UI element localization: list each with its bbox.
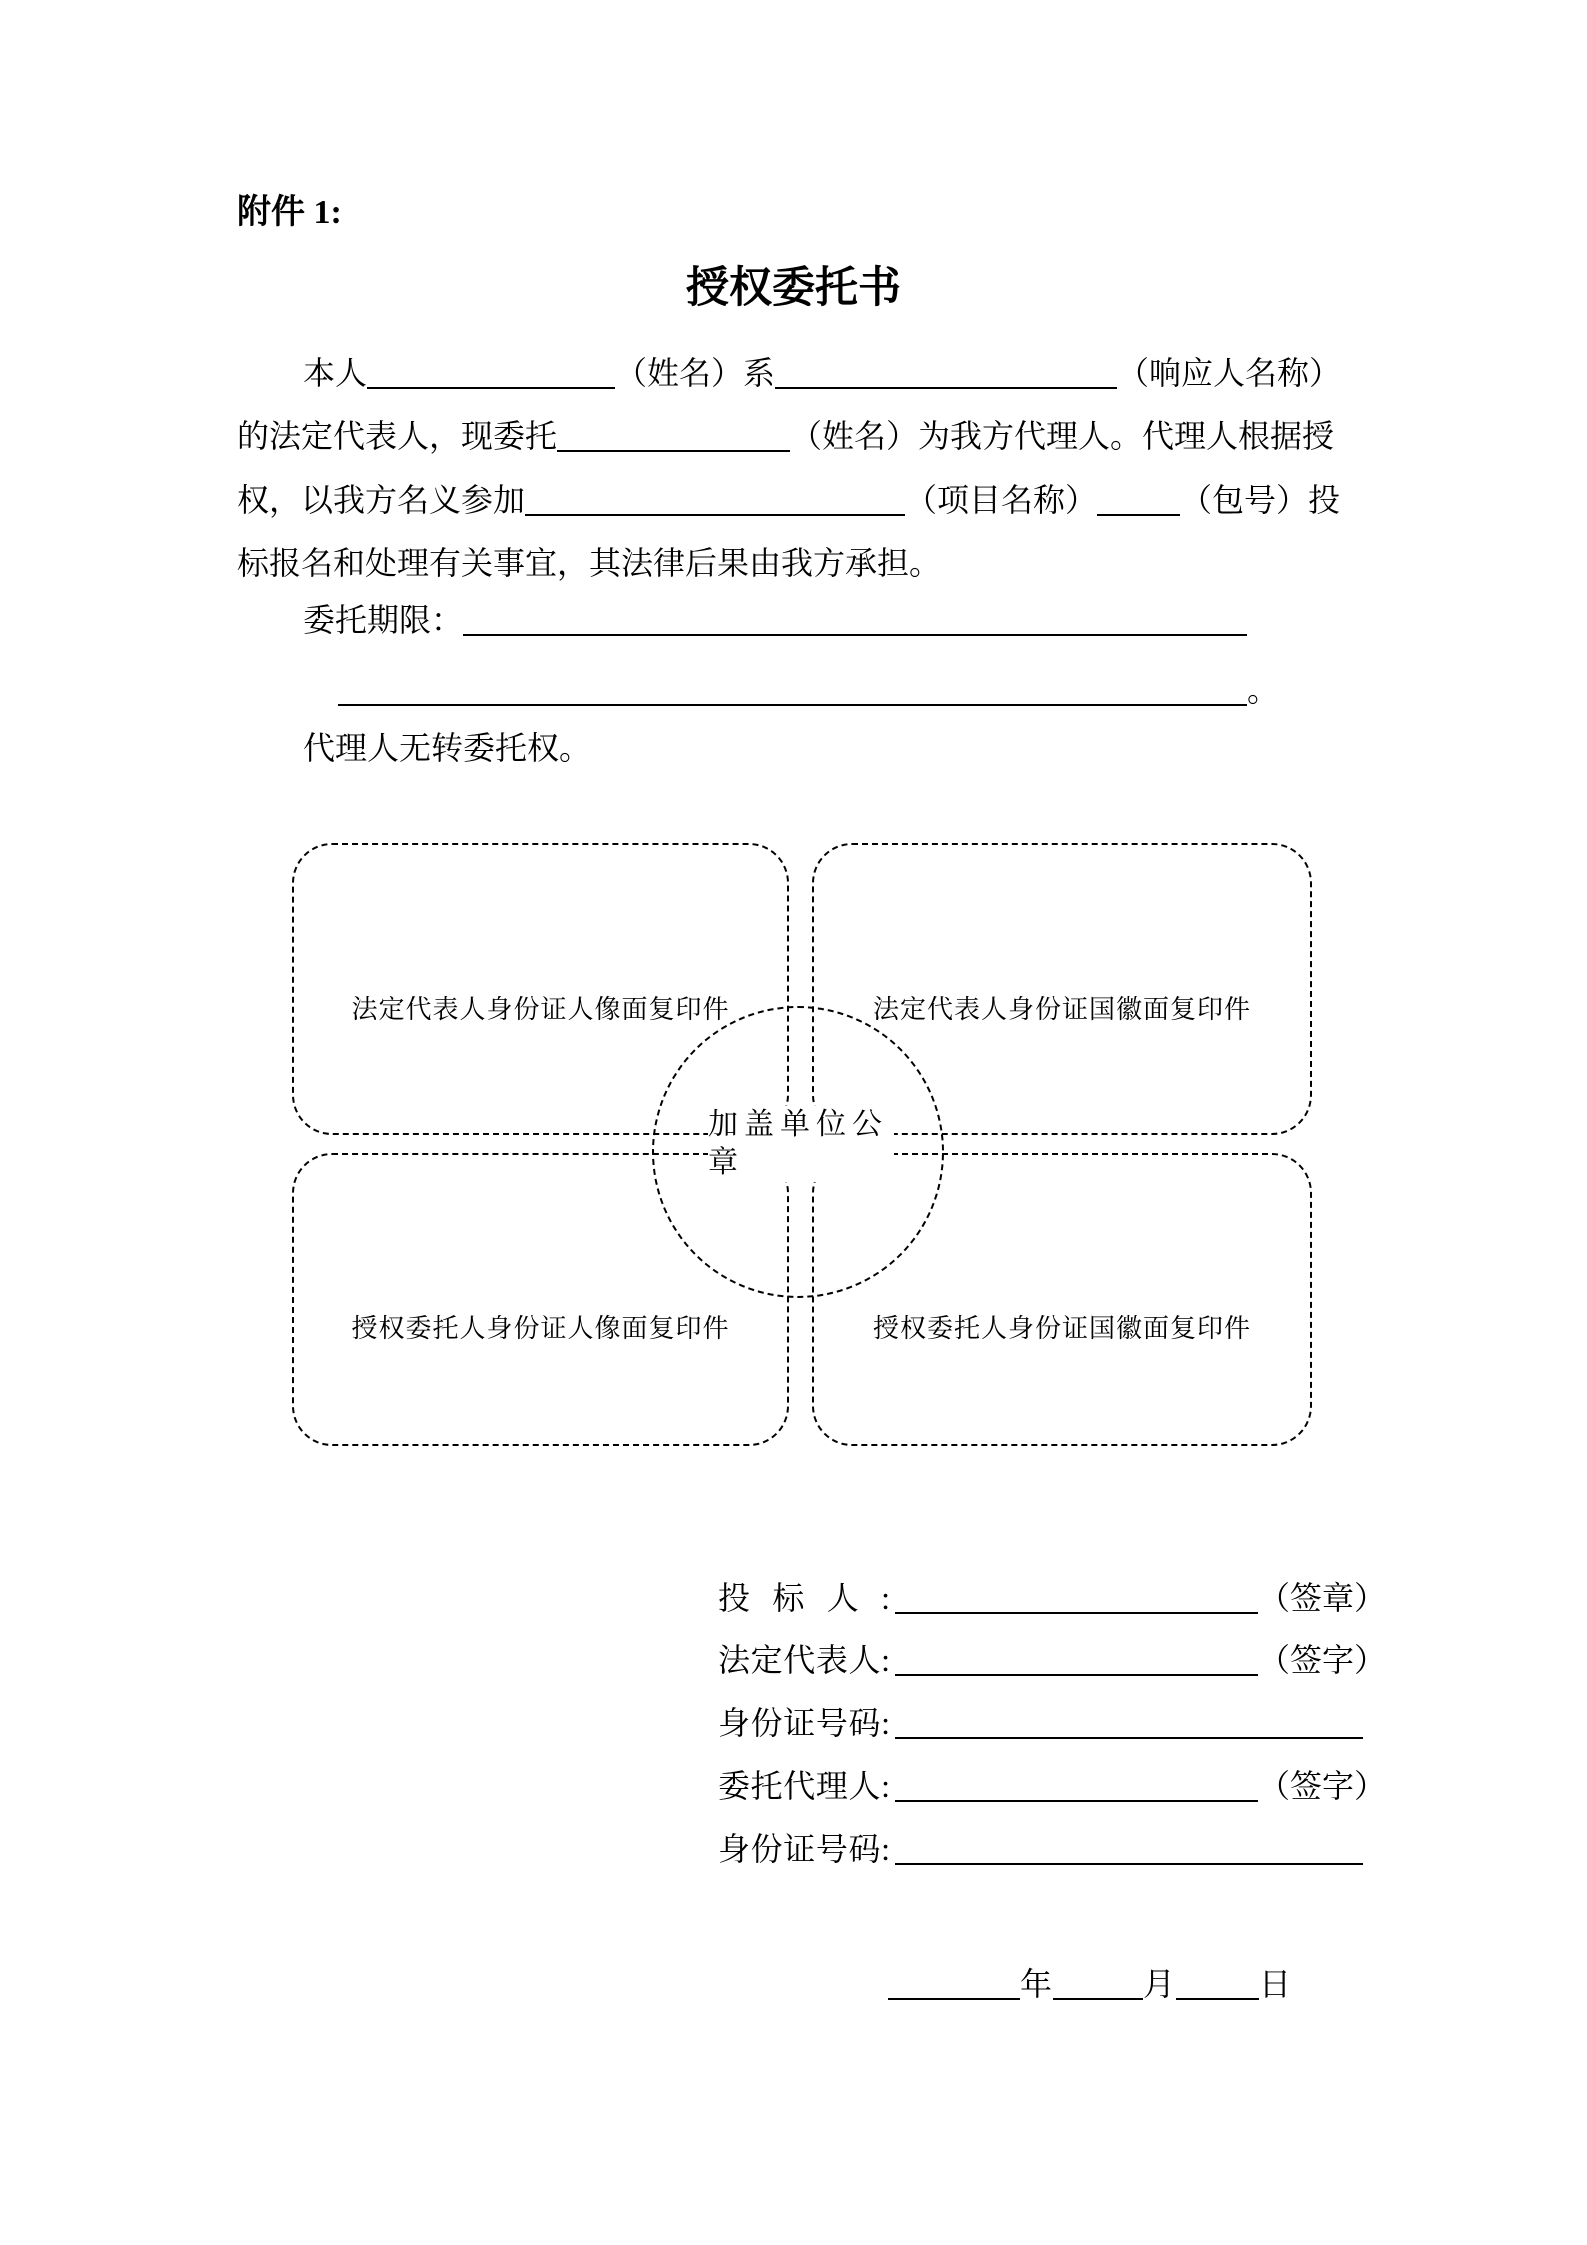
signature-row-id-number-1 [718,1702,1363,1744]
signature-row-bidder [718,1577,1386,1619]
signature-row-entrusted-agent [718,1765,1386,1807]
period-mark: 。 [1247,672,1280,708]
paragraph-text: （包号）投 [1180,482,1341,518]
paragraph-line-2 [237,415,1334,457]
year-label: 年 [1020,1966,1054,2002]
seal-text-line2: 章 [708,1146,744,1179]
signature-blank [895,1833,1363,1865]
id-copy-box-label: 授权委托人身份证国徽面复印件 [872,1314,1251,1343]
signature-row-id-number-2 [718,1828,1363,1870]
paragraph-text: （姓名）系 [615,355,776,391]
signature-suffix: （签字） [1258,1768,1387,1804]
id-copy-box-label: 法定代表人身份证人像面复印件 [351,995,730,1024]
signature-suffix: （签字） [1258,1642,1387,1678]
blank-line [557,420,790,452]
entrust-term-continuation-row [338,669,1279,711]
signature-blank [895,1644,1258,1676]
month-label: 月 [1143,1966,1177,2002]
blank-line [1176,1968,1259,2000]
paragraph-text: （响应人名称） [1117,355,1342,391]
no-subdelegation-text: 代理人无转委托权。 [303,730,592,766]
blank-line [338,674,1247,706]
entrust-term-label: 委托期限： [303,602,464,638]
paragraph-line-1 [237,352,1341,394]
signature-label: 投标人: [718,1580,890,1616]
no-subdelegation-row [303,727,591,769]
blank-line [463,604,1247,636]
id-copy-box-label: 授权委托人身份证人像面复印件 [351,1314,730,1343]
seal-text-line1: 加盖单位公 [708,1108,888,1141]
paragraph-text: （姓名）为我方代理人。代理人根据授 [790,418,1335,454]
attachment-label: 附件 1: [237,194,342,231]
entrust-term-row [303,599,1247,641]
blank-line [525,484,905,516]
blank-line [367,357,615,389]
signature-blank [895,1582,1258,1614]
seal-text [708,1106,894,1182]
signature-blank [895,1707,1363,1739]
blank-line [775,357,1117,389]
signature-label: 身份证号码: [718,1705,890,1741]
blank-line [1097,484,1180,516]
paragraph-text: 本人 [303,355,368,391]
paragraph-line-4 [237,542,941,584]
signature-label: 法定代表人: [718,1642,890,1678]
paragraph-line-3 [237,479,1340,521]
id-copy-box-label: 法定代表人身份证国徽面复印件 [872,995,1251,1024]
date-line [888,1963,1292,2005]
paragraph-text: 的法定代表人，现委托 [237,418,558,454]
paragraph-text: 标报名和处理有关事宜，其法律后果由我方承担。 [237,545,942,581]
paragraph-text: （项目名称） [905,482,1098,518]
paragraph-text: 权，以我方名义参加 [237,482,526,518]
signature-label: 身份证号码: [718,1831,890,1867]
document-title: 授权委托书 [686,265,901,312]
signature-blank [895,1770,1258,1802]
signature-suffix: （签章） [1258,1580,1387,1616]
blank-line [888,1968,1020,2000]
blank-line [1053,1968,1143,2000]
signature-row-legal-representative [718,1639,1386,1681]
day-label: 日 [1259,1966,1293,2002]
signature-label: 委托代理人: [718,1768,890,1804]
